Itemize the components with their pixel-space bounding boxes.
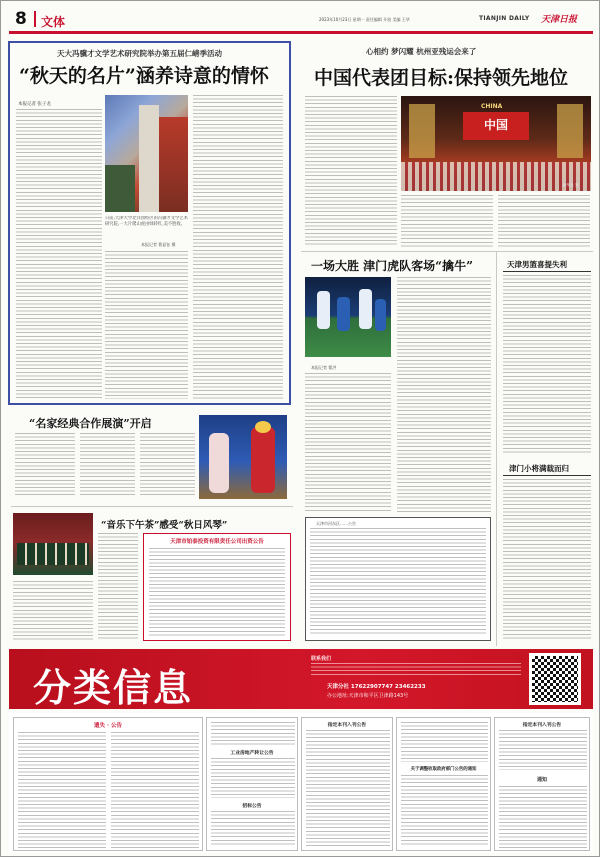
classified-banner-text [311,663,521,677]
classified-col-2-lines-c [211,811,295,847]
classified-banner [9,649,593,709]
lead-title: “秋天的名片”涵养诗意的情怀 [19,65,269,87]
section-name: 文体 [41,15,66,29]
side-brief-1-title: 天津男篮喜提失利 [507,260,567,269]
lead-photo [105,95,188,212]
classified-col-5-subtitle: 通知 [536,777,547,783]
classified-col-2-lines-a [211,722,295,746]
mid-divider [11,506,293,507]
top-photo [401,96,591,191]
soccer-photo [305,277,391,357]
classified-col-4-lines-a [401,722,488,762]
classified-col-2-title: 工业房地产转让公告 [230,751,274,756]
side-brief-2-body [503,479,591,641]
classified-col-1-lines-a [18,732,106,848]
top-kicker: 心相约 梦闪耀 杭州亚残运会来了 [366,47,477,56]
classified-col-5-title: 指定本刊入刊公告 [522,723,562,728]
music-body-col1 [13,581,93,641]
section-tag [34,11,65,27]
notice-box-text: 天津市河东区……公告 [316,521,356,526]
classified-col-3-lines [306,730,390,848]
lead-kicker: 天大冯骥才文学艺术研究院举办第五届仁崝季活动 [57,49,222,58]
side-brief-2-rule [503,475,591,476]
ad-notice-title: 天津市铂泰投资有限责任公司出资公告 [170,539,264,545]
right-column-divider [496,251,497,646]
top-body-col1 [305,96,397,246]
top-body-col2 [401,195,493,247]
soccer-title: 一场大胜 津门虎队客场“擒牛” [311,259,473,273]
classified-col-5-lines-a [499,730,587,770]
top-divider [301,251,593,252]
mid-left-title: “名家经典合作展演”开启 [29,417,152,430]
classified-col-2-subtitle: 招标公告 [242,804,262,809]
mid-left-body-col2 [80,433,135,497]
mid-left-body-col1 [15,433,75,497]
header-rule [9,31,593,34]
opera-photo [199,415,287,499]
lead-caption: 日前,天津大学北洋园校区的冯骥才文学艺术研究院,一大片爬山虎由绿转红,美不胜收。 [105,216,188,227]
top-body-col3 [498,195,590,247]
classified-col-4 [396,717,491,851]
classified-col-1-lines-b [111,732,199,848]
header-info: 2023年10月23日 星期一 责任编辑 开放 美编 王华 [319,17,410,22]
lead-body-col2 [105,251,188,399]
classified-col-5 [494,717,590,851]
music-photo [13,513,93,575]
notice-box-lines [310,528,486,636]
classified-contact-label: 联系我们 [311,656,332,662]
masthead-text: TIANJIN DAILY [479,15,530,22]
classified-col-4-lines-b [401,775,488,847]
photo-word: 中国 [484,118,509,132]
ad-notice-lines [149,548,285,636]
lead-body-col3 [193,95,283,399]
classified-col-3-title: 指定本刊入刊公告 [327,723,367,728]
soccer-byline: 本报记者 翟洪 [311,365,337,370]
mid-left-body-col3 [140,433,195,497]
classified-col-4-title: 关于调整收取政府部门公告的通知 [410,767,477,772]
page-number: 8 [15,9,27,29]
lead-byline: 本报记者 张子龙 [18,102,51,107]
ad-notice-box [143,533,291,641]
music-title: “音乐下午茶”感受“秋日风琴” [101,520,228,531]
classified-title: 分类信息 [33,666,194,710]
music-body-col2 [98,533,138,641]
side-brief-1-rule [503,271,591,272]
soccer-body-col2 [397,277,491,513]
qr-code [529,653,581,705]
classified-col-2 [206,717,298,851]
classified-col-3 [301,717,393,851]
photo-banner-text: CHINA [481,103,503,110]
classified-phone: 天津分社 17622907747 23462233 [327,684,426,690]
classified-col-2-lines-b [211,758,295,798]
top-photo-credit: 新华社 发 [563,183,579,187]
masthead-logo: 天津日报 [541,15,578,25]
classified-col-5-lines-b [499,786,587,848]
lead-photo-credit: 本报记者 曹显钰 摄 [141,242,176,247]
side-brief-1-body [503,275,591,455]
soccer-body-col1 [305,373,391,513]
top-title: 中国代表团目标:保持领先地位 [314,67,569,89]
side-brief-2-title: 津门小将满载而归 [509,464,569,473]
classified-address: 办公地址:天津市和平区卫津路143号 [327,693,409,699]
classified-col-1 [13,717,203,851]
lead-body-col1 [16,109,102,399]
notice-box [305,517,491,641]
classified-col-1-title: 遗失 · 公告 [94,723,122,729]
